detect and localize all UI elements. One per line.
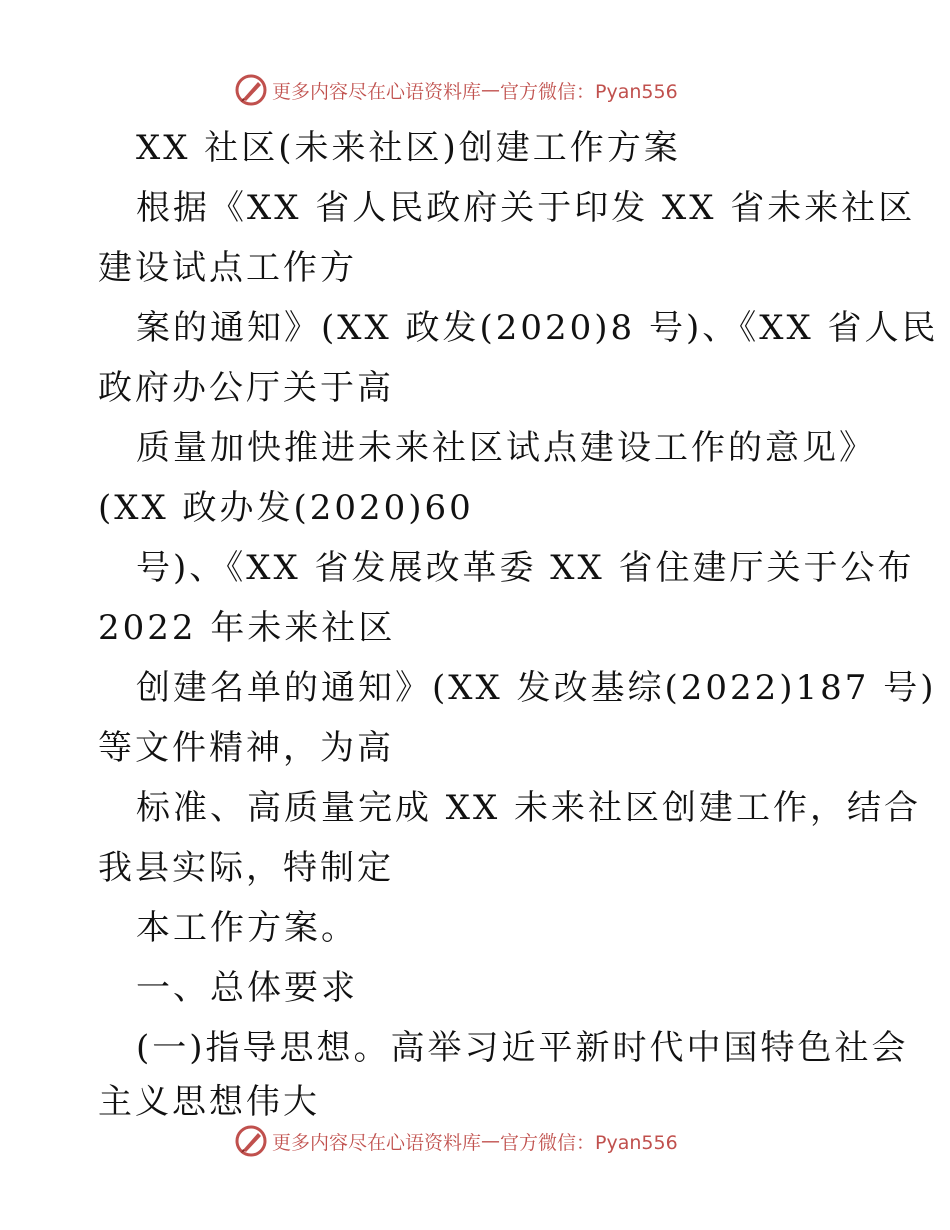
- brush-pen-icon: [234, 1124, 268, 1158]
- paragraph-line: 我县实际，特制定: [98, 848, 394, 888]
- paragraph-line: 政府办公厅关于高: [98, 368, 394, 408]
- paragraph-line: 本工作方案。: [136, 908, 358, 948]
- paragraph-line: (XX 政办发(2020)60: [98, 488, 474, 528]
- paragraph-line: (一)指导思想。高举习近平新时代中国特色社会: [136, 1028, 909, 1068]
- paragraph-line: 创建名单的通知》(XX 发改基综(2022)187 号): [136, 668, 937, 708]
- watermark-main-text: 更多内容尽在心语资料库: [272, 1131, 482, 1154]
- paragraph-line: 号)、《XX 省发展改革委 XX 省住建厅关于公布: [136, 548, 915, 588]
- paragraph-line: 主义思想伟大: [98, 1082, 320, 1122]
- brush-pen-icon: [234, 73, 268, 107]
- watermark-separator: —: [481, 79, 501, 101]
- watermark-main-text: 更多内容尽在心语资料库: [272, 80, 482, 103]
- paragraph-line: 标准、高质量完成 XX 未来社区创建工作，结合: [136, 788, 922, 828]
- paragraph-line: 2022 年未来社区: [98, 608, 396, 648]
- paragraph-line: 建设试点工作方: [98, 248, 357, 288]
- watermark-separator: —: [481, 1130, 501, 1152]
- paragraph-line: 根据《XX 省人民政府关于印发 XX 省未来社区: [136, 188, 916, 228]
- document-title: XX 社区(未来社区)创建工作方案: [136, 128, 681, 168]
- paragraph-line: 案的通知》(XX 政发(2020)8 号)、《XX 省人民: [136, 308, 939, 348]
- watermark-header: [234, 72, 678, 108]
- section-heading: 一、总体要求: [136, 968, 358, 1008]
- paragraph-line: 等文件精神，为高: [98, 728, 394, 768]
- watermark-wechat-text: 官方微信：Pyan556: [500, 1131, 678, 1154]
- watermark-wechat-text: 官方微信：Pyan556: [500, 80, 678, 103]
- watermark-footer: [234, 1123, 678, 1159]
- paragraph-line: 质量加快推进未来社区试点建设工作的意见》: [136, 428, 876, 468]
